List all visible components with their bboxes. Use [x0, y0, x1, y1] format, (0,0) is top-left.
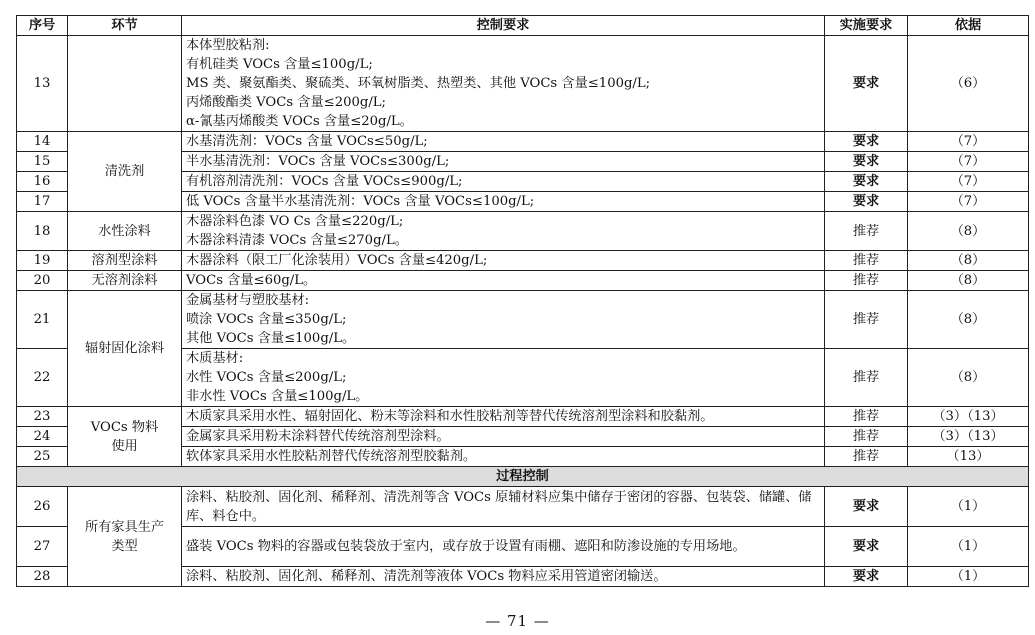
implementation-cell: 推荐 — [825, 447, 908, 467]
requirement-line: 本体型胶粘剂: — [186, 38, 270, 53]
requirement-cell — [182, 349, 825, 407]
requirement-line: 丙烯酸酯类 VOCs 含量≤200g/L; — [186, 95, 386, 110]
requirement-cell — [182, 251, 825, 271]
implementation-cell: 推荐 — [825, 212, 908, 251]
implementation-cell: 要求 — [825, 527, 908, 567]
requirement-cell — [182, 407, 825, 427]
requirement-line: 木器涂料清漆 VOCs 含量≤270g/L。 — [186, 233, 408, 248]
requirement-cell — [182, 192, 825, 212]
requirement-line: 半水基清洗剂：VOCs 含量 VOCs≤300g/L; — [186, 154, 450, 169]
implementation-cell: 要求 — [825, 172, 908, 192]
requirement-line: 低 VOCs 含量半水基清洗剂：VOCs 含量 VOCs≤100g/L; — [186, 194, 535, 209]
basis-cell: （8） — [908, 271, 1029, 291]
row-number: 16 — [17, 172, 68, 192]
row-number: 23 — [17, 407, 68, 427]
control-requirements-table — [16, 15, 1029, 587]
requirement-cell — [182, 291, 825, 349]
stage-line: 使用 — [111, 438, 138, 454]
header-serial-no: 序号 — [17, 16, 68, 36]
basis-cell: （7） — [908, 192, 1029, 212]
basis-cell: （8） — [908, 251, 1029, 271]
requirement-cell — [182, 212, 825, 251]
basis-cell: （7） — [908, 172, 1029, 192]
requirement-cell — [182, 487, 825, 527]
implementation-cell: 推荐 — [825, 427, 908, 447]
requirement-line: 木质家具采用水性、辐射固化、粉末等涂料和水性胶粘剂等替代传统溶剂型涂料和胶黏剂。 — [186, 409, 714, 424]
stage-cleaning-agent: 清洗剂 — [68, 132, 182, 212]
requirement-line: 有机溶剂清洗剂：VOCs 含量 VOCs≤900g/L; — [186, 174, 463, 189]
row-number: 19 — [17, 251, 68, 271]
requirement-line: 其他 VOCs 含量≤100g/L。 — [186, 331, 356, 346]
row-number: 18 — [17, 212, 68, 251]
basis-cell: （7） — [908, 132, 1029, 152]
stage-all-furniture-types — [68, 487, 182, 587]
row-number: 20 — [17, 271, 68, 291]
row-number: 14 — [17, 132, 68, 152]
basis-cell: （7） — [908, 152, 1029, 172]
basis-cell: （1） — [908, 567, 1029, 587]
requirement-line: α-氰基丙烯酸类 VOCs 含量≤20g/L。 — [186, 114, 413, 129]
header-implementation: 实施要求 — [825, 16, 908, 36]
implementation-cell: 要求 — [825, 36, 908, 132]
requirement-cell — [182, 132, 825, 152]
basis-cell: （8） — [908, 349, 1029, 407]
implementation-cell: 推荐 — [825, 291, 908, 349]
requirement-line: 木器涂料（限工厂化涂装用）VOCs 含量≤420g/L; — [186, 253, 488, 268]
table-row — [17, 487, 1029, 527]
stage-solventborne-coating: 溶剂型涂料 — [68, 251, 182, 271]
row-number: 28 — [17, 567, 68, 587]
stage-line: 所有家具生产 — [84, 519, 165, 535]
stage-radiation-curing-coating: 辐射固化涂料 — [68, 291, 182, 407]
basis-cell: （8） — [908, 291, 1029, 349]
requirement-line: 盛装 VOCs 物料的容器或包装袋放于室内，或存放于设置有雨棚、遮阳和防渗设施的专用场地。 — [186, 539, 746, 554]
basis-cell: （3）（13） — [908, 427, 1029, 447]
implementation-cell: 推荐 — [825, 349, 908, 407]
requirement-cell — [182, 271, 825, 291]
header-basis: 依据 — [908, 16, 1029, 36]
basis-cell: （13） — [908, 447, 1029, 467]
basis-cell: （3）（13） — [908, 407, 1029, 427]
implementation-cell: 推荐 — [825, 407, 908, 427]
requirement-cell — [182, 172, 825, 192]
basis-cell: （8） — [908, 212, 1029, 251]
table-header-row — [17, 16, 1029, 36]
table-row — [17, 212, 1029, 251]
requirement-cell — [182, 36, 825, 132]
stage-line: VOCs 物料 — [90, 419, 159, 435]
basis-cell: （6） — [908, 36, 1029, 132]
header-stage: 环节 — [68, 16, 182, 36]
table-row — [17, 271, 1029, 291]
row-number: 22 — [17, 349, 68, 407]
implementation-cell: 要求 — [825, 567, 908, 587]
row-number: 15 — [17, 152, 68, 172]
requirement-line: 涂料、粘胶剂、固化剂、稀释剂、清洗剂等含 VOCs 原辅材料应集中储存于密闭的容器、包装袋、储罐、储库、料仓中。 — [186, 489, 812, 524]
requirement-line: 喷涂 VOCs 含量≤350g/L; — [186, 312, 347, 327]
requirement-line: VOCs 含量≤60g/L。 — [186, 273, 317, 288]
stage-waterborne-coating: 水性涂料 — [68, 212, 182, 251]
section-title-process-control: 过程控制 — [17, 467, 1029, 487]
header-control-requirement: 控制要求 — [182, 16, 825, 36]
row-number: 27 — [17, 527, 68, 567]
requirement-line: 涂料、粘胶剂、固化剂、稀释剂、清洗剂等液体 VOCs 物料应采用管道密闭输送。 — [186, 569, 667, 584]
stage-vocs-material-use — [68, 407, 182, 467]
requirement-line: 非水性 VOCs 含量≤100g/L。 — [186, 389, 369, 404]
requirement-cell — [182, 527, 825, 567]
requirement-line: MS 类、聚氨酯类、聚硫类、环氧树脂类、热塑类、其他 VOCs 含量≤100g/L; — [186, 76, 651, 91]
implementation-cell: 要求 — [825, 132, 908, 152]
row-number: 26 — [17, 487, 68, 527]
table-row — [17, 407, 1029, 427]
table-row — [17, 36, 1029, 132]
row-number: 13 — [17, 36, 68, 132]
requirement-line: 水基清洗剂：VOCs 含量 VOCs≤50g/L; — [186, 134, 428, 149]
row-number: 24 — [17, 427, 68, 447]
section-row — [17, 467, 1029, 487]
requirement-cell — [182, 567, 825, 587]
requirement-line: 有机硅类 VOCs 含量≤100g/L; — [186, 57, 373, 72]
requirement-line: 金属基材与塑胶基材: — [186, 293, 310, 308]
implementation-cell: 要求 — [825, 152, 908, 172]
requirement-line: 水性 VOCs 含量≤200g/L; — [186, 370, 347, 385]
requirement-line: 木器涂料色漆 VO Cs 含量≤220g/L; — [186, 214, 404, 229]
table-row — [17, 291, 1029, 349]
row-number: 21 — [17, 291, 68, 349]
stage-cell-empty — [68, 36, 182, 132]
row-number: 17 — [17, 192, 68, 212]
row-number: 25 — [17, 447, 68, 467]
implementation-cell: 要求 — [825, 487, 908, 527]
requirement-line: 金属家具采用粉末涂料替代传统溶剂型涂料。 — [186, 429, 450, 444]
stage-line: 类型 — [111, 538, 138, 554]
requirement-cell — [182, 152, 825, 172]
page-number: — 71 — — [485, 612, 550, 630]
table-row — [17, 251, 1029, 271]
implementation-cell: 推荐 — [825, 271, 908, 291]
implementation-cell: 推荐 — [825, 251, 908, 271]
stage-solventfree-coating: 无溶剂涂料 — [68, 271, 182, 291]
implementation-cell: 要求 — [825, 192, 908, 212]
requirement-line: 木质基材: — [186, 351, 244, 366]
requirement-line: 软体家具采用水性胶粘剂替代传统溶剂型胶黏剂。 — [186, 449, 477, 464]
basis-cell: （1） — [908, 527, 1029, 567]
basis-cell: （1） — [908, 487, 1029, 527]
table-row — [17, 132, 1029, 152]
requirement-cell — [182, 447, 825, 467]
requirement-cell — [182, 427, 825, 447]
